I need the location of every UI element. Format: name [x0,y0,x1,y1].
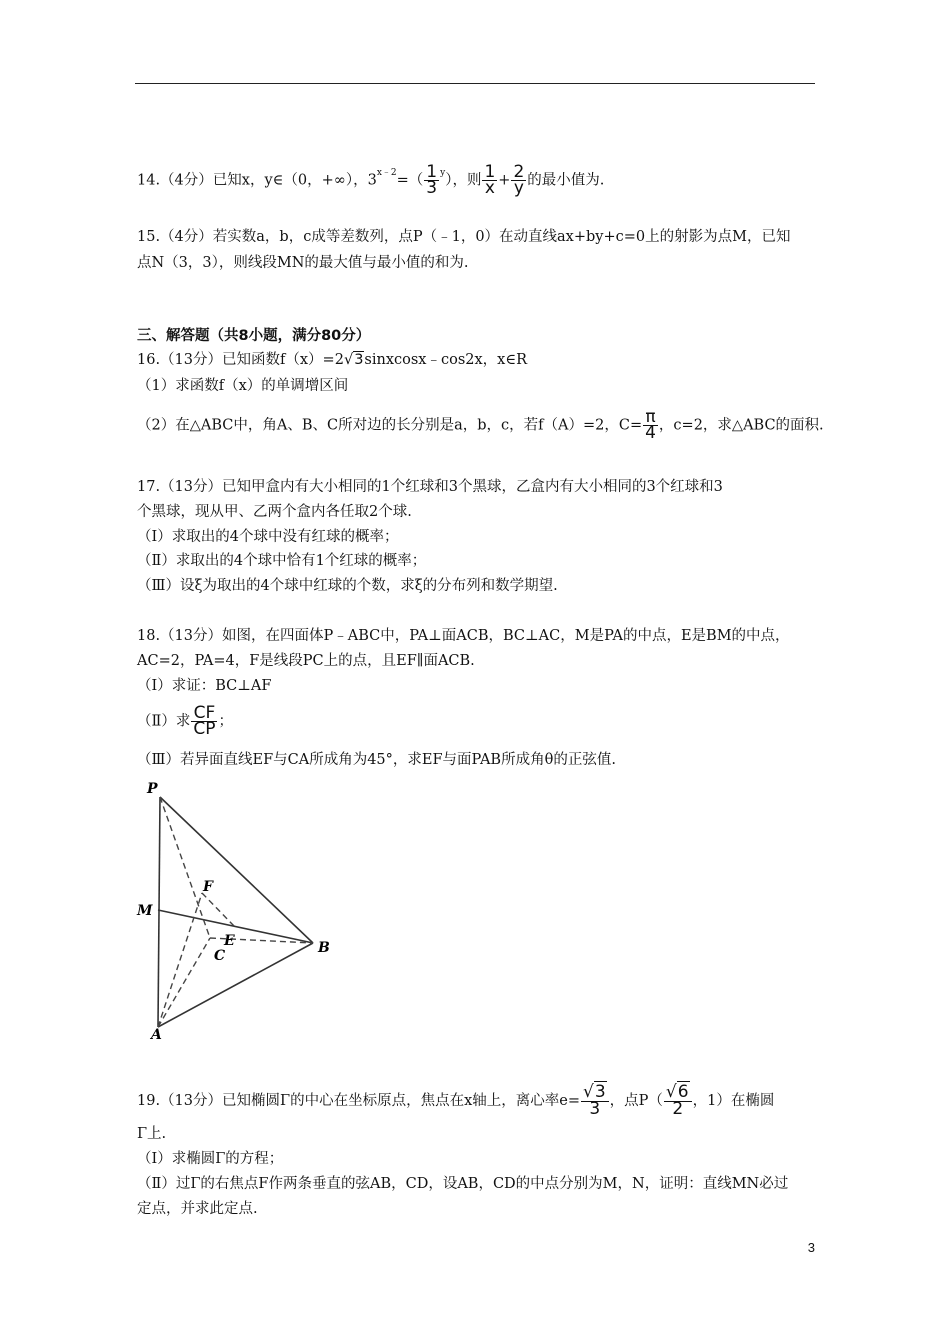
q16-line-1 [137,350,527,370]
q14-fraction-2: $\frac{1}{x}$ [484,162,496,198]
q19-line-5: 定点，并求此定点. [137,1201,258,1217]
q14-fraction-1: $\frac{1}{3}$ [426,162,438,198]
q18-text-4b: ； [218,713,233,730]
q15-line-1: 15.（4分）若实数a，b，c成等差数列，点P（﹣1，0）在动直线ax+by+c=0上的射影为点M，已知 [137,229,791,245]
edge-mb [158,910,313,943]
q17-line-1: 17.（13分）已知甲盒内有大小相同的1个红球和3个黑球，乙盒内有大小相同的3个红球和3 [137,479,723,495]
edge-pc-dashed [160,797,210,938]
q14-fraction-3: $\frac{2}{y}$ [513,162,525,198]
q19-text-b: ，点P（ [609,1092,663,1109]
q19-fraction-e: $\frac{√3}{3}$ [581,1085,609,1117]
q17-line-2: 个黑球，现从甲、乙两个盒内各任取2个球. [137,504,412,520]
q18-line-5: （Ⅲ）若异面直线EF与CA所成角为45°，求EF与面PAB所成角θ的正弦值. [137,752,616,768]
q19-text-c: ，1）在椭圆 [692,1092,775,1109]
edge-fe-dashed [202,893,235,927]
section-3-title: 三、解答题（共8小题，满分80分） [137,328,371,344]
q16-line-2: （1）求函数f（x）的单调增区间 [137,378,349,394]
q19-line-2: Γ上. [137,1126,167,1142]
q19-text-a: 19.（13分）已知椭圆Γ的中心在坐标原点，焦点在x轴上，离心率e= [137,1092,580,1109]
q16-text-3a: （2）在△ABC中，角A、B、C所对边的长分别是a，b，c，若f（A）=2，C= [137,417,643,434]
q16-text-a: 16.（13分）已知函数f（x）=2 [137,352,344,368]
edge-pa [158,797,160,1027]
question-14 [137,162,605,198]
q14-exponent-2: y [440,168,446,178]
label-e: E [224,933,235,949]
label-a: A [151,1027,162,1043]
q16-text-b: sinxcosx﹣cos2x，x∈R [364,352,528,368]
page-number: 3 [807,1240,815,1255]
q16-sqrt: √3 [343,352,364,368]
label-f: F [203,879,213,895]
header-rule [135,83,815,84]
q17-line-4: （Ⅱ）求取出的4个球中恰有1个红球的概率； [137,553,427,569]
q18-line-1: 18.（13分）如图，在四面体P﹣ABC中，PA⊥面ACB，BC⊥AC，M是PA的中点，E是BM的中点， [137,628,790,644]
q14-plus: + [498,172,511,189]
q14-text-mid: =（ [396,172,424,189]
q19-line-4: （Ⅱ）过Γ的右焦点F作两条垂直的弦AB，CD，设AB，CD的中点分别为M，N，证明：直线MN必过 [137,1176,789,1192]
q19-line-3: （Ⅰ）求椭圆Γ的方程； [137,1151,284,1167]
q14-text-mid2: ），则 [445,172,482,189]
q18-text-4a: （Ⅱ）求 [137,713,191,730]
q14-text: 14.（4分）已知x，y∈（0，+∞），3 [137,172,377,189]
label-b: B [318,940,330,956]
q16-fraction-pi-4: $\frac{\pi}{4}$ [645,407,656,443]
q14-suffix: 的最小值为. [527,172,605,189]
label-m: M [137,903,153,919]
q15-line-2: 点N（3，3），则线段MN的最大值与最小值的和为. [137,255,469,271]
label-p: P [147,781,158,797]
tetrahedron-figure [135,775,345,1045]
q18-fraction-cf-cp: $\frac{CF}{CP}$ [193,703,216,739]
q18-line-2: AC=2，PA=4，F是线段PC上的点，且EF∥面ACB. [137,653,475,669]
q16-line-3 [137,407,824,443]
q17-line-5: （Ⅲ）设ξ为取出的4个球中红球的个数，求ξ的分布列和数学期望. [137,578,558,594]
q16-text-3b: ，c=2，求△ABC的面积. [658,417,824,434]
edge-pb [160,797,313,943]
q18-line-3: （Ⅰ）求证：BC⊥AF [137,678,272,694]
q18-line-4 [137,703,233,739]
label-c: C [214,948,226,964]
q17-line-3: （Ⅰ）求取出的4个球中没有红球的概率； [137,529,399,545]
q19-fraction-p: $\frac{√6}{2}$ [664,1085,692,1117]
q14-exponent-1: x﹣2 [376,168,397,178]
q19-line-1 [137,1082,775,1119]
